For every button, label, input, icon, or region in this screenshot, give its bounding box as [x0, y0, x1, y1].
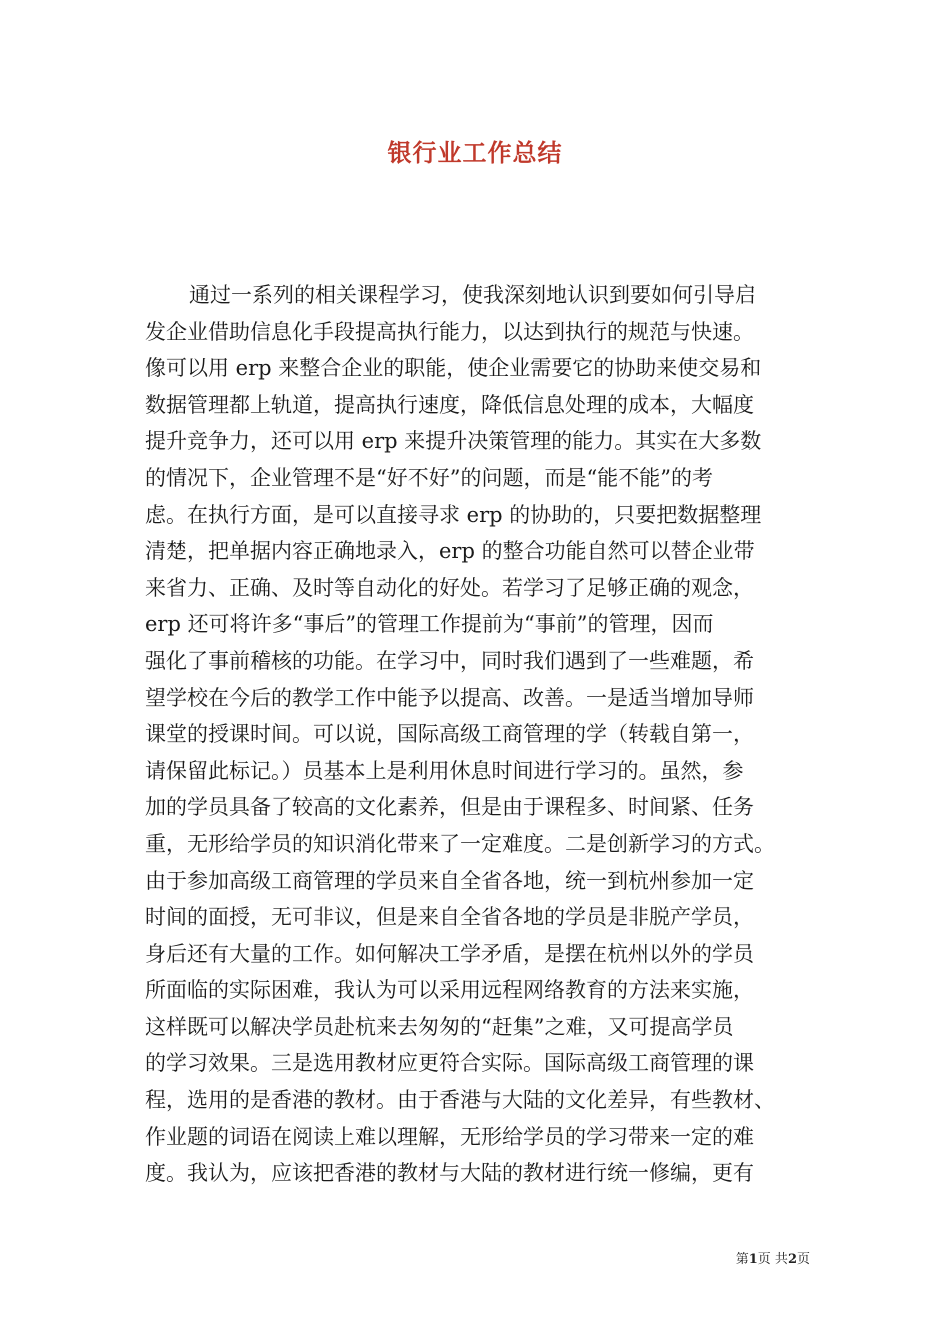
paragraph-line: 作业题的词语在阅读上难以理解，无形给学员的学习带来一定的难 — [145, 1124, 754, 1149]
paragraph-line: 身后还有大量的工作。如何解决工学矛盾，是摆在杭州以外的学员 — [145, 941, 754, 966]
paragraph-line: 请保留此标记。）员基本上是利用休息时间进行学习的。虽然，参 — [145, 758, 744, 783]
paragraph-line: 清楚，把单据内容正确地录入，erp 的整合功能自然可以替企业带 — [145, 539, 755, 564]
paragraph-line: 时间的面授，无可非议，但是来自全省各地的学员是非脱产学员， — [145, 905, 754, 930]
paragraph-line: 由于参加高级工商管理的学员来自全省各地，统一到杭州参加一定 — [145, 868, 754, 893]
document-body — [145, 277, 817, 1192]
paragraph-line: 度。我认为，应该把香港的教材与大陆的教材进行统一修编，更有 — [145, 1161, 754, 1186]
current-page-number: 1 — [748, 1252, 758, 1267]
paragraph-line: 所面临的实际困难，我认为可以采用远程网络教育的方法来实施， — [145, 978, 754, 1003]
document-title: 银行业工作总结 — [387, 138, 563, 167]
paragraph-line: 的学习效果。三是选用教材应更符合实际。国际高级工商管理的课 — [145, 1051, 754, 1076]
paragraph-line: 强化了事前稽核的功能。在学习中，同时我们遇到了一些难题，希 — [145, 648, 754, 673]
paragraph-line: 加的学员具备了较高的文化素养，但是由于课程多、时间紧、任务 — [145, 795, 754, 820]
paragraph-line: 这样既可以解决学员赴杭来去匆匆的“赶集”之难，又可提高学员 — [145, 1014, 734, 1039]
paragraph-line: erp 还可将许多“事后”的管理工作提前为“事前”的管理，因而 — [145, 612, 714, 637]
page-number-footer — [736, 1248, 810, 1267]
paragraph-line: 像可以用 erp 来整合企业的职能，使企业需要它的协助来使交易和 — [145, 356, 762, 381]
paragraph-line: 发企业借助信息化手段提高执行能力，以达到执行的规范与快速。 — [145, 319, 754, 344]
footer-middle: 页 共 — [757, 1252, 788, 1267]
paragraph-line: 数据管理都上轨道，提高执行速度，降低信息处理的成本，大幅度 — [145, 392, 754, 417]
paragraph-line: 提升竞争力，还可以用 erp 来提升决策管理的能力。其实在大多数 — [145, 429, 762, 454]
paragraph-line: 望学校在今后的教学工作中能予以提高、改善。一是适当增加导师 — [145, 685, 754, 710]
footer-suffix: 页 — [796, 1252, 810, 1267]
footer-prefix: 第 — [735, 1252, 749, 1267]
paragraph-line: 通过一系列的相关课程学习，使我深刻地认识到要如何引导启 — [189, 283, 756, 307]
paragraph-line: 虑。在执行方面，是可以直接寻求 erp 的协助的，只要把数据整理 — [145, 502, 762, 527]
paragraph-line: 重，无形给学员的知识消化带来了一定难度。二是创新学习的方式。 — [145, 831, 775, 856]
paragraph-line: 来省力、正确、及时等自动化的好处。若学习了足够正确的观念， — [145, 575, 754, 600]
total-pages-number: 2 — [787, 1252, 797, 1267]
paragraph-line: 课堂的授课时间。可以说，国际高级工商管理的学（转载自第一， — [145, 722, 754, 747]
paragraph-line: 的情况下，企业管理不是“好不好”的问题，而是“能不能”的考 — [145, 465, 713, 490]
paragraph-line: 程，选用的是香港的教材。由于香港与大陆的文化差异，有些教材、 — [145, 1088, 775, 1113]
